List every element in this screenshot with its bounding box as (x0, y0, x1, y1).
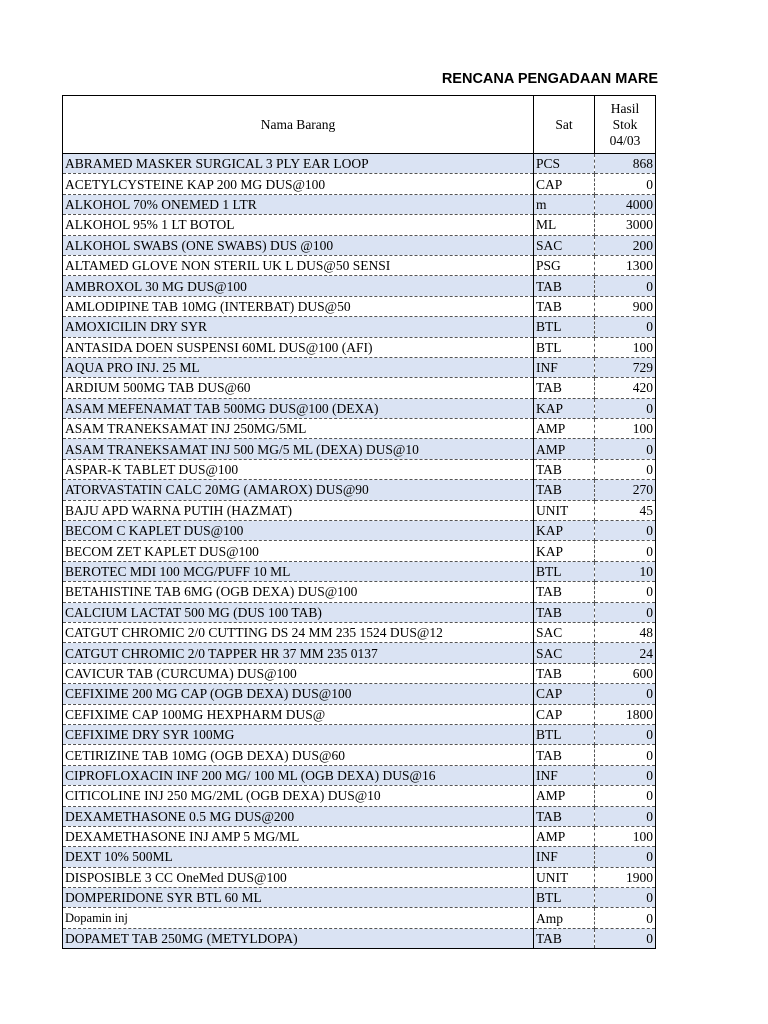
cell-nama-barang[interactable]: AMBROXOL 30 MG DUS@100 (63, 276, 534, 296)
cell-stok[interactable]: 0 (595, 602, 656, 622)
table-row (63, 806, 656, 826)
table-row (63, 724, 656, 744)
cell-stok[interactable]: 0 (595, 724, 656, 744)
table-row (63, 276, 656, 296)
cell-stok[interactable]: 100 (595, 826, 656, 846)
cell-sat[interactable]: UNIT (534, 500, 595, 520)
cell-sat[interactable]: UNIT (534, 867, 595, 887)
table-row (63, 154, 656, 174)
cell-nama-barang[interactable]: BECOM C KAPLET DUS@100 (63, 521, 534, 541)
cell-nama-barang[interactable]: ABRAMED MASKER SURGICAL 3 PLY EAR LOOP (63, 154, 534, 174)
table-row (63, 459, 656, 479)
table-row (63, 398, 656, 418)
cell-stok[interactable]: 3000 (595, 215, 656, 235)
cell-nama-barang[interactable]: BAJU APD WARNA PUTIH (HAZMAT) (63, 500, 534, 520)
cell-stok[interactable]: 24 (595, 643, 656, 663)
table-row (63, 317, 656, 337)
procurement-table (62, 95, 656, 949)
header-stok-line-1: Hasil (610, 100, 640, 116)
cell-nama-barang[interactable]: DEXT 10% 500ML (63, 847, 534, 867)
cell-stok[interactable]: 0 (595, 174, 656, 194)
cell-sat[interactable]: TAB (534, 582, 595, 602)
cell-nama-barang[interactable]: ACETYLCYSTEINE KAP 200 MG DUS@100 (63, 174, 534, 194)
cell-stok[interactable]: 0 (595, 398, 656, 418)
cell-nama-barang[interactable]: DEXAMETHASONE INJ AMP 5 MG/ML (63, 826, 534, 846)
cell-nama-barang[interactable]: CEFIXIME CAP 100MG HEXPHARM DUS@ (63, 704, 534, 724)
header-hasil-stok[interactable] (595, 96, 656, 154)
table-row (63, 867, 656, 887)
cell-sat[interactable]: KAP (534, 541, 595, 561)
cell-nama-barang[interactable]: CIPROFLOXACIN INF 200 MG/ 100 ML (OGB DEXA) DUS@16 (63, 765, 534, 785)
cell-nama-barang[interactable]: CATGUT CHROMIC 2/0 TAPPER HR 37 MM 235 0137 (63, 643, 534, 663)
table-row (63, 541, 656, 561)
cell-stok[interactable]: 1300 (595, 255, 656, 275)
table-row (63, 684, 656, 704)
table-row (63, 765, 656, 785)
cell-nama-barang[interactable]: AMLODIPINE TAB 10MG (INTERBAT) DUS@50 (63, 296, 534, 316)
cell-stok[interactable]: 0 (595, 541, 656, 561)
cell-nama-barang[interactable]: CEFIXIME 200 MG CAP (OGB DEXA) DUS@100 (63, 684, 534, 704)
cell-sat[interactable]: TAB (534, 806, 595, 826)
cell-nama-barang[interactable]: DISPOSIBLE 3 CC OneMed DUS@100 (63, 867, 534, 887)
cell-nama-barang[interactable]: CALCIUM LACTAT 500 MG (DUS 100 TAB) (63, 602, 534, 622)
cell-sat[interactable]: TAB (534, 296, 595, 316)
cell-sat[interactable]: BTL (534, 337, 595, 357)
cell-nama-barang[interactable]: ALKOHOL SWABS (ONE SWABS) DUS @100 (63, 235, 534, 255)
cell-nama-barang[interactable]: ARDIUM 500MG TAB DUS@60 (63, 378, 534, 398)
table-row (63, 521, 656, 541)
cell-sat[interactable]: TAB (534, 602, 595, 622)
cell-sat[interactable]: TAB (534, 745, 595, 765)
cell-stok[interactable]: 1800 (595, 704, 656, 724)
cell-nama-barang[interactable]: AMOXICILIN DRY SYR (63, 317, 534, 337)
cell-sat[interactable]: PSG (534, 255, 595, 275)
table-row (63, 296, 656, 316)
page-title: RENCANA PENGADAAN MARE (441, 71, 658, 87)
cell-sat[interactable]: SAC (534, 235, 595, 255)
cell-stok[interactable]: 0 (595, 582, 656, 602)
header-sat[interactable]: Sat (534, 96, 595, 154)
cell-nama-barang[interactable]: Dopamin inj (63, 908, 534, 928)
cell-sat[interactable]: m (534, 194, 595, 214)
cell-sat[interactable]: BTL (534, 724, 595, 744)
cell-nama-barang[interactable]: ANTASIDA DOEN SUSPENSI 60ML DUS@100 (AFI) (63, 337, 534, 357)
cell-stok[interactable]: 100 (595, 419, 656, 439)
cell-nama-barang[interactable]: BETAHISTINE TAB 6MG (OGB DEXA) DUS@100 (63, 582, 534, 602)
cell-sat[interactable]: INF (534, 847, 595, 867)
header-stok-line-3: 04/03 (609, 132, 641, 148)
cell-sat[interactable]: PCS (534, 154, 595, 174)
cell-stok[interactable]: 4000 (595, 194, 656, 214)
cell-sat[interactable]: Amp (534, 908, 595, 928)
cell-nama-barang[interactable]: DEXAMETHASONE 0.5 MG DUS@200 (63, 806, 534, 826)
cell-stok[interactable]: 0 (595, 317, 656, 337)
cell-stok[interactable]: 0 (595, 521, 656, 541)
table-row (63, 357, 656, 377)
table-row (63, 643, 656, 663)
cell-sat[interactable]: BTL (534, 317, 595, 337)
cell-nama-barang[interactable]: ASAM TRANEKSAMAT INJ 250MG/5ML (63, 419, 534, 439)
table-row (63, 174, 656, 194)
cell-stok[interactable]: 0 (595, 928, 656, 948)
cell-stok[interactable]: 1900 (595, 867, 656, 887)
header-row (63, 96, 656, 154)
table-row (63, 928, 656, 948)
cell-stok[interactable]: 0 (595, 439, 656, 459)
cell-stok[interactable]: 0 (595, 276, 656, 296)
cell-sat[interactable]: AMP (534, 419, 595, 439)
table-row (63, 378, 656, 398)
cell-stok[interactable]: 420 (595, 378, 656, 398)
cell-nama-barang[interactable]: AQUA PRO INJ. 25 ML (63, 357, 534, 377)
table-row (63, 561, 656, 581)
cell-sat[interactable]: BTL (534, 888, 595, 908)
cell-sat[interactable]: CAP (534, 684, 595, 704)
table-row (63, 602, 656, 622)
cell-sat[interactable]: AMP (534, 826, 595, 846)
cell-stok[interactable]: 0 (595, 847, 656, 867)
table-row (63, 194, 656, 214)
cell-stok[interactable]: 45 (595, 500, 656, 520)
cell-nama-barang[interactable]: CAVICUR TAB (CURCUMA) DUS@100 (63, 663, 534, 683)
cell-sat[interactable]: TAB (534, 663, 595, 683)
table-row (63, 908, 656, 928)
cell-stok[interactable]: 270 (595, 480, 656, 500)
cell-nama-barang[interactable]: ASPAR-K TABLET DUS@100 (63, 459, 534, 479)
cell-nama-barang[interactable]: CEFIXIME DRY SYR 100MG (63, 724, 534, 744)
table-row (63, 888, 656, 908)
cell-sat[interactable]: AMP (534, 439, 595, 459)
cell-nama-barang[interactable]: ALTAMED GLOVE NON STERIL UK L DUS@50 SENSI (63, 255, 534, 275)
header-nama-barang[interactable]: Nama Barang (63, 96, 534, 154)
table-row (63, 704, 656, 724)
cell-sat[interactable]: INF (534, 357, 595, 377)
cell-sat[interactable]: SAC (534, 643, 595, 663)
cell-nama-barang[interactable]: CITICOLINE INJ 250 MG/2ML (OGB DEXA) DUS@10 (63, 786, 534, 806)
cell-nama-barang[interactable]: DOPAMET TAB 250MG (METYLDOPA) (63, 928, 534, 948)
cell-stok[interactable]: 729 (595, 357, 656, 377)
cell-sat[interactable]: KAP (534, 398, 595, 418)
table-row (63, 582, 656, 602)
cell-nama-barang[interactable]: CETIRIZINE TAB 10MG (OGB DEXA) DUS@60 (63, 745, 534, 765)
cell-sat[interactable]: INF (534, 765, 595, 785)
cell-sat[interactable]: CAP (534, 174, 595, 194)
cell-nama-barang[interactable]: BECOM ZET KAPLET DUS@100 (63, 541, 534, 561)
cell-sat[interactable]: SAC (534, 622, 595, 642)
cell-nama-barang[interactable]: ATORVASTATIN CALC 20MG (AMAROX) DUS@90 (63, 480, 534, 500)
cell-sat[interactable]: TAB (534, 378, 595, 398)
table-row (63, 255, 656, 275)
cell-sat[interactable]: TAB (534, 276, 595, 296)
cell-sat[interactable]: TAB (534, 480, 595, 500)
table-row (63, 235, 656, 255)
cell-nama-barang[interactable]: CATGUT CHROMIC 2/0 CUTTING DS 24 MM 235 1524 DUS@12 (63, 622, 534, 642)
cell-stok[interactable]: 48 (595, 622, 656, 642)
cell-nama-barang[interactable]: ASAM MEFENAMAT TAB 500MG DUS@100 (DEXA) (63, 398, 534, 418)
cell-stok[interactable]: 0 (595, 888, 656, 908)
cell-stok[interactable]: 200 (595, 235, 656, 255)
cell-nama-barang[interactable]: ASAM TRANEKSAMAT INJ 500 MG/5 ML (DEXA) DUS@10 (63, 439, 534, 459)
table-row (63, 480, 656, 500)
cell-stok[interactable]: 0 (595, 806, 656, 826)
cell-nama-barang[interactable]: BEROTEC MDI 100 MCG/PUFF 10 ML (63, 561, 534, 581)
cell-nama-barang[interactable]: ALKOHOL 95% 1 LT BOTOL (63, 215, 534, 235)
cell-stok[interactable]: 0 (595, 459, 656, 479)
cell-stok[interactable]: 0 (595, 745, 656, 765)
table-row (63, 663, 656, 683)
cell-nama-barang[interactable]: ALKOHOL 70% ONEMED 1 LTR (63, 194, 534, 214)
cell-stok[interactable]: 0 (595, 786, 656, 806)
cell-stok[interactable]: 600 (595, 663, 656, 683)
cell-stok[interactable]: 0 (595, 684, 656, 704)
table-row (63, 500, 656, 520)
cell-sat[interactable]: AMP (534, 786, 595, 806)
table-row (63, 826, 656, 846)
table-row (63, 622, 656, 642)
cell-sat[interactable]: CAP (534, 704, 595, 724)
cell-sat[interactable]: KAP (534, 521, 595, 541)
table-row (63, 337, 656, 357)
table-row (63, 786, 656, 806)
table-row (63, 847, 656, 867)
table-row (63, 419, 656, 439)
table-row (63, 439, 656, 459)
cell-nama-barang[interactable]: DOMPERIDONE SYR BTL 60 ML (63, 888, 534, 908)
header-stok-line-2: Stok (612, 116, 638, 132)
cell-sat[interactable]: BTL (534, 561, 595, 581)
cell-stok[interactable]: 0 (595, 908, 656, 928)
table-row (63, 745, 656, 765)
cell-stok[interactable]: 0 (595, 765, 656, 785)
cell-stok[interactable]: 900 (595, 296, 656, 316)
cell-stok[interactable]: 100 (595, 337, 656, 357)
cell-stok[interactable]: 10 (595, 561, 656, 581)
table-row (63, 215, 656, 235)
cell-sat[interactable]: ML (534, 215, 595, 235)
cell-sat[interactable]: TAB (534, 928, 595, 948)
cell-stok[interactable]: 868 (595, 154, 656, 174)
cell-sat[interactable]: TAB (534, 459, 595, 479)
